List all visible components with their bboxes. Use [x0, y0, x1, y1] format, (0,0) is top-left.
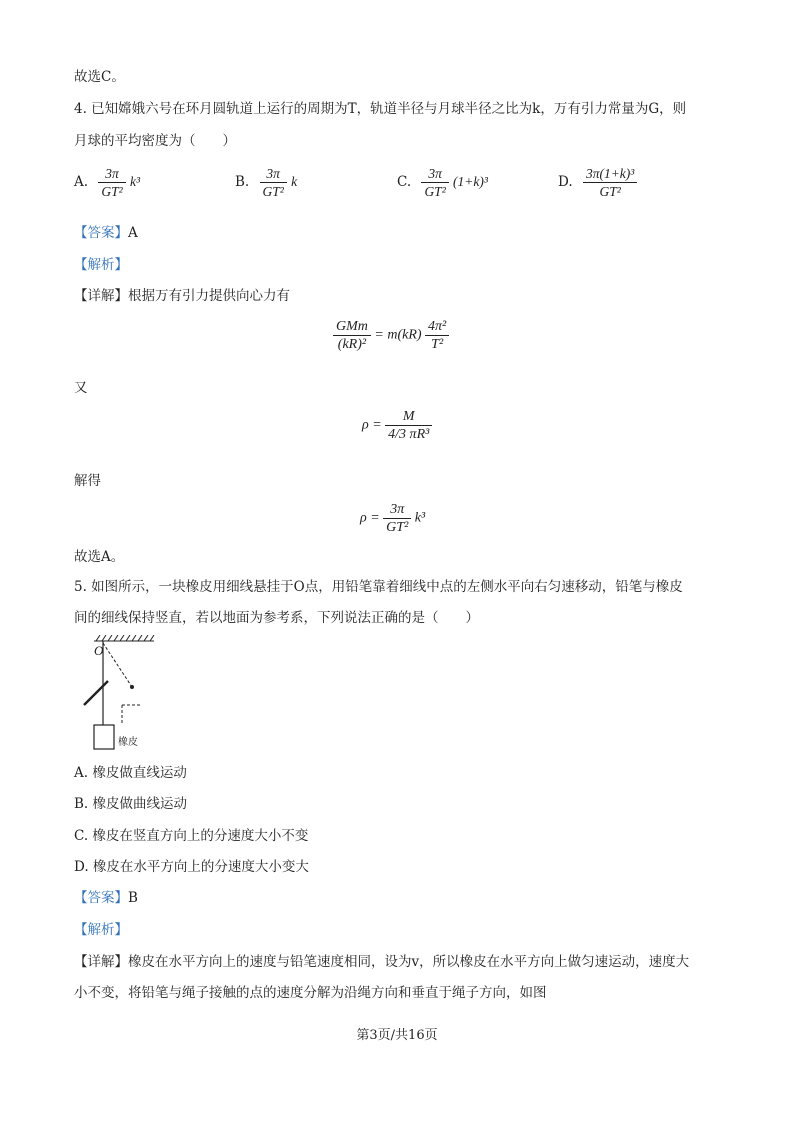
prev-conclusion: 故选C。: [74, 69, 125, 85]
q4-option-a[interactable]: A. $\frac{3\pi}{\text{GT²}}$ k³: [74, 166, 140, 199]
q4-option-b[interactable]: B. $\frac{3\pi}{\text{GT²}}$ k: [235, 166, 298, 199]
q4-solve: 解得: [74, 473, 101, 489]
q5-stem-line2: 间的细线保持竖直，若以地面为参考系，下列说法正确的是（ ）: [74, 610, 479, 626]
ceiling-hatch: [94, 635, 154, 641]
q5-stem-line1: 5. 如图所示，一块橡皮用细线悬挂于O点，用铅笔靠着细线中点的左侧水平向右匀速移动，铅笔与橡皮: [74, 579, 683, 595]
pencil: [84, 681, 108, 705]
q5-detail-line2: 小不变，将铅笔与绳子接触的点的速度分解为沿绳方向和垂直于绳子方向，如图: [74, 985, 547, 1001]
q4-option-d[interactable]: D. $\frac{\text{3π(1+k)³}}{\text{GT²}}$: [558, 165, 637, 200]
q4-stem-line1: 4. 已知嫦娥六号在环月圆轨道上运行的周期为T，轨道半径与月球半径之比为k，万有引力常量为G，则: [74, 101, 687, 117]
q4-equation-3: ρ = $\frac{3\pi}{\text{GT²}}$ k³: [360, 502, 426, 535]
q4-answer: [74, 224, 138, 242]
q4-conclusion: 故选A。: [74, 549, 125, 565]
page-footer: 第3页/共16页: [356, 1028, 438, 1043]
q4-equation-2: ρ = $\frac{M}{\text{4/3 πR³}}$: [362, 408, 432, 443]
detail-tag: 【详解】: [74, 954, 128, 970]
q5-option-d[interactable]: D. 橡皮在水平方向上的分速度大小变大: [74, 859, 309, 875]
q5-figure: [78, 635, 158, 755]
q4-again: 又: [74, 380, 88, 396]
q4-stem-line2: 月球的平均密度为（ ）: [74, 133, 236, 149]
analysis-tag: 【解析】: [74, 257, 128, 273]
q5-option-c[interactable]: C. 橡皮在竖直方向上的分速度大小不变: [74, 828, 309, 844]
answer-value: B: [128, 890, 138, 906]
q4-analysis: [74, 256, 128, 274]
figure-label-eraser: 橡皮: [118, 737, 138, 748]
pencil-dot: [130, 685, 134, 689]
figure-point-o: O: [94, 643, 104, 658]
q5-detail-line1: [74, 953, 689, 971]
answer-tag: 【答案】: [74, 890, 128, 906]
q5-option-a[interactable]: A. 橡皮做直线运动: [74, 765, 187, 781]
q5-answer: [74, 889, 138, 907]
q5-option-b[interactable]: B. 橡皮做曲线运动: [74, 796, 188, 812]
q4-equation-1: $\frac{\text{GMm}}{\text{(kR)²}}$ = m(kR) $\frac{\text{4π²}}{\text{T²}}$: [333, 318, 449, 353]
eraser-ghost: [122, 705, 142, 725]
eraser-box: [94, 725, 114, 749]
q4-detail: [74, 287, 290, 305]
q5-analysis: [74, 921, 128, 939]
detail-tag: 【详解】: [74, 288, 128, 304]
q4-option-c[interactable]: C. $\frac{3\pi}{\text{GT²}}$ (1+k)³: [397, 166, 488, 199]
analysis-tag: 【解析】: [74, 922, 128, 938]
answer-value: A: [128, 225, 138, 241]
answer-tag: 【答案】: [74, 225, 128, 241]
detail-text: 根据万有引力提供向心力有: [128, 288, 290, 304]
detail-text: 橡皮在水平方向上的速度与铅笔速度相同，设为v，所以橡皮在水平方向上做匀速运动，速度大: [128, 954, 690, 970]
